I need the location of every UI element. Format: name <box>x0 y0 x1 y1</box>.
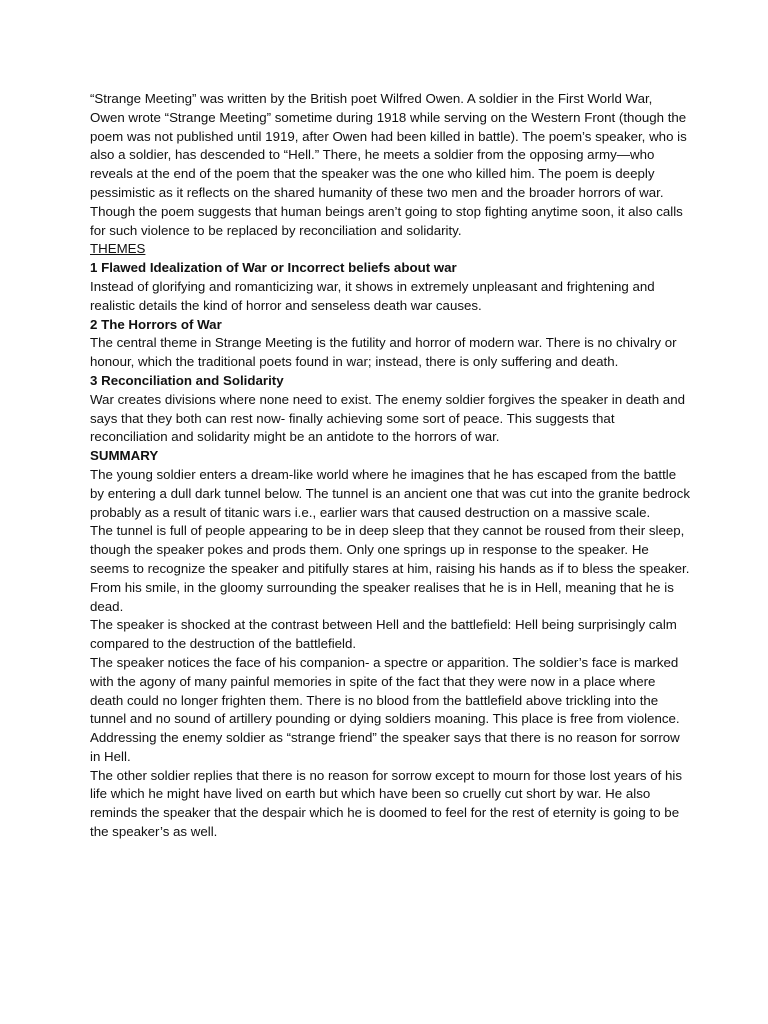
themes-heading: THEMES <box>90 241 146 257</box>
intro-paragraph: “Strange Meeting” was written by the British poet Wilfred Owen. A soldier in the First World War, Owen wrote “Strange Meeting” sometime during 1918 while serving on the Western Front (though the poem was not published until 1919, after Owen had been killed in battle). The poem’s speaker, who is also a soldier, has descended to “Hell.” There, he meets a soldier from the opposing army—who reveals at the end of the poem that the speaker was the one who killed him. The poem is deeply pessimistic as it reflects on the shared humanity of these two men and the broader horrors of war. Though the poem suggests that human beings aren’t going to stop fighting anytime soon, it also calls for such violence to be replaced by reconciliation and solidarity. <box>90 91 687 238</box>
theme-3-text: War creates divisions where none need to exist. The enemy soldier forgives the speaker in death and says that they both can rest now- finally achieving some sort of peace. This suggests that reconciliation and solidarity might be an antidote to the horrors of war. <box>90 391 685 445</box>
summary-paragraph-6: The other soldier replies that there is no reason for sorrow except to mourn for those lost years of his life which he might have lived on earth but which have been so cruelly cut short by war. He also reminds the speaker that the despair which he is doomed to feel for the rest of eternity is going to be the speaker’s as well. <box>90 767 682 840</box>
summary-paragraph-5: Addressing the enemy soldier as “strange friend” the speaker says that there is no reason for sorrow in Hell. <box>90 730 680 764</box>
summary-paragraph-1: The young soldier enters a dream-like world where he imagines that he has escaped from the battle by entering a dull dark tunnel below. The tunnel is an ancient one that was cut into the granite bedrock probably as a result of titanic wars i.e., earlier wars that caused destruction on a massive scale. <box>90 466 690 520</box>
theme-1-text: Instead of glorifying and romanticizing war, it shows in extremely unpleasant and frightening and realistic details the kind of horror and senseless death war causes. <box>90 278 655 313</box>
theme-2-title: 2 The Horrors of War <box>90 316 222 332</box>
theme-1-title: 1 Flawed Idealization of War or Incorrect beliefs about war <box>90 260 457 276</box>
theme-2-text: The central theme in Strange Meeting is the futility and horror of modern war. There is no chivalry or honour, which the traditional poets found in war; instead, there is only suffering and death. <box>90 335 677 370</box>
summary-heading: SUMMARY <box>90 448 159 464</box>
document-page <box>90 90 690 842</box>
summary-paragraph-4: The speaker notices the face of his companion- a spectre or apparition. The soldier’s face is marked with the agony of many painful memories in spite of the fact that they were now in a place where death could no longer frighten them. There is no blood from the battlefield above trickling into the tunnel and no sound of artillery pounding or dying soldiers moaning. This place is free from violence. <box>90 654 680 727</box>
summary-paragraph-2: The tunnel is full of people appearing to be in deep sleep that they cannot be roused from their sleep, though the speaker pokes and prods them. Only one springs up in response to the speaker. He seems to recognize the speaker and pitifully stares at him, raising his hands as if to bless the speaker. From his smile, in the gloomy surrounding the speaker realises that he is in Hell, meaning that he is dead. <box>90 523 690 614</box>
summary-paragraph-3: The speaker is shocked at the contrast between Hell and the battlefield: Hell being surprisingly calm compared to the destruction of the battlefield. <box>90 617 677 652</box>
theme-3-title: 3 Reconciliation and Solidarity <box>90 372 284 388</box>
